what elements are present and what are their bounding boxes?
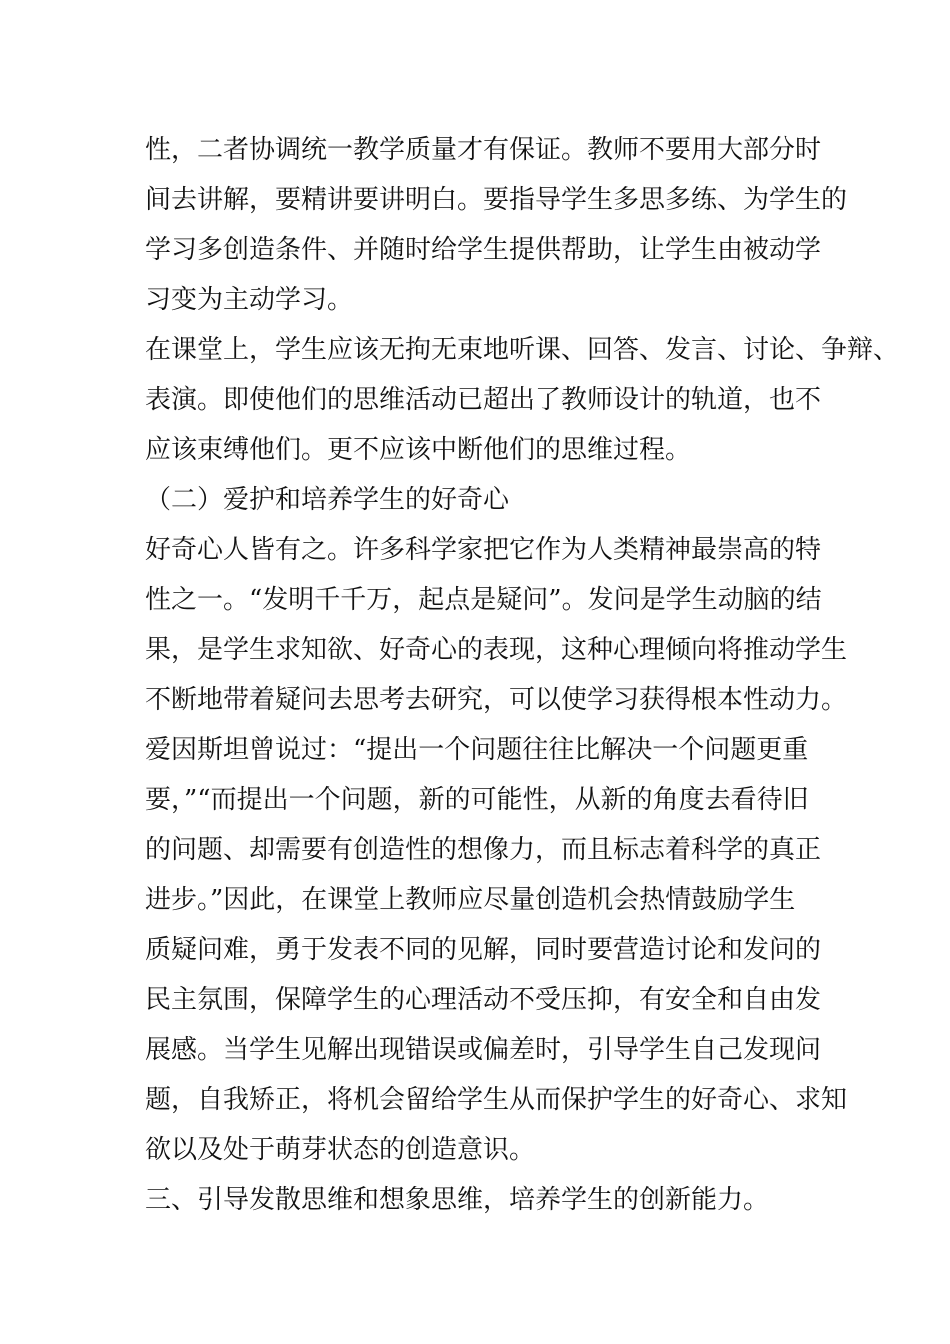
text-line: 题，自我矫正，将机会留给学生从而保护学生的好奇心、求知	[145, 1085, 848, 1115]
text-line: 的问题、却需要有创造性的想像力，而且标志着科学的真正	[145, 835, 822, 865]
text-line: 好奇心人皆有之。许多科学家把它作为人类精神最崇高的特	[145, 535, 822, 565]
text-line: 性，二者协调统一教学质量才有保证。教师不要用大部分时	[145, 135, 822, 165]
text-line: 表演。即使他们的思维活动已超出了教师设计的轨道，也不	[145, 385, 822, 415]
text-line: 学习多创造条件、并随时给学生提供帮助，让学生由被动学	[145, 235, 822, 265]
text-line: 不断地带着疑问去思考去研究，可以使学习获得根本性动力。	[145, 685, 848, 715]
text-line: 质疑问难，勇于发表不同的见解，同时要营造讨论和发问的	[145, 935, 822, 965]
text-line: 民主氛围，保障学生的心理活动不受压抑，有安全和自由发	[145, 985, 822, 1015]
text-line: 要，”“而提出一个问题，新的可能性，从新的角度去看待旧	[145, 785, 809, 815]
section-heading: 三、引导发散思维和想象思维，培养学生的创新能力。	[145, 1185, 770, 1215]
text-line: 爱因斯坦曾说过：“提出一个问题往往比解决一个问题更重	[145, 735, 809, 765]
text-line: 果，是学生求知欲、好奇心的表现，这种心理倾向将推动学生	[145, 635, 848, 665]
text-line: 进步。”因此，在课堂上教师应尽量创造机会热情鼓励学生	[145, 885, 796, 915]
text-line: 习变为主动学习。	[145, 285, 354, 315]
section-heading: （二）爱护和培养学生的好奇心	[145, 485, 510, 515]
text-line: 欲以及处于萌芽状态的创造意识。	[145, 1135, 536, 1165]
text-line: 性之一。“发明千千万，起点是疑问”。发问是学生动脑的结	[145, 585, 822, 615]
text-line: 在课堂上，学生应该无拘无束地听课、回答、发言、讨论、争辩、	[145, 335, 900, 365]
text-line: 间去讲解，要精讲要讲明白。要指导学生多思多练、为学生的	[145, 185, 848, 215]
text-line: 应该束缚他们。更不应该中断他们的思维过程。	[145, 435, 692, 465]
text-line: 展感。当学生见解出现错误或偏差时，引导学生自己发现问	[145, 1035, 822, 1065]
